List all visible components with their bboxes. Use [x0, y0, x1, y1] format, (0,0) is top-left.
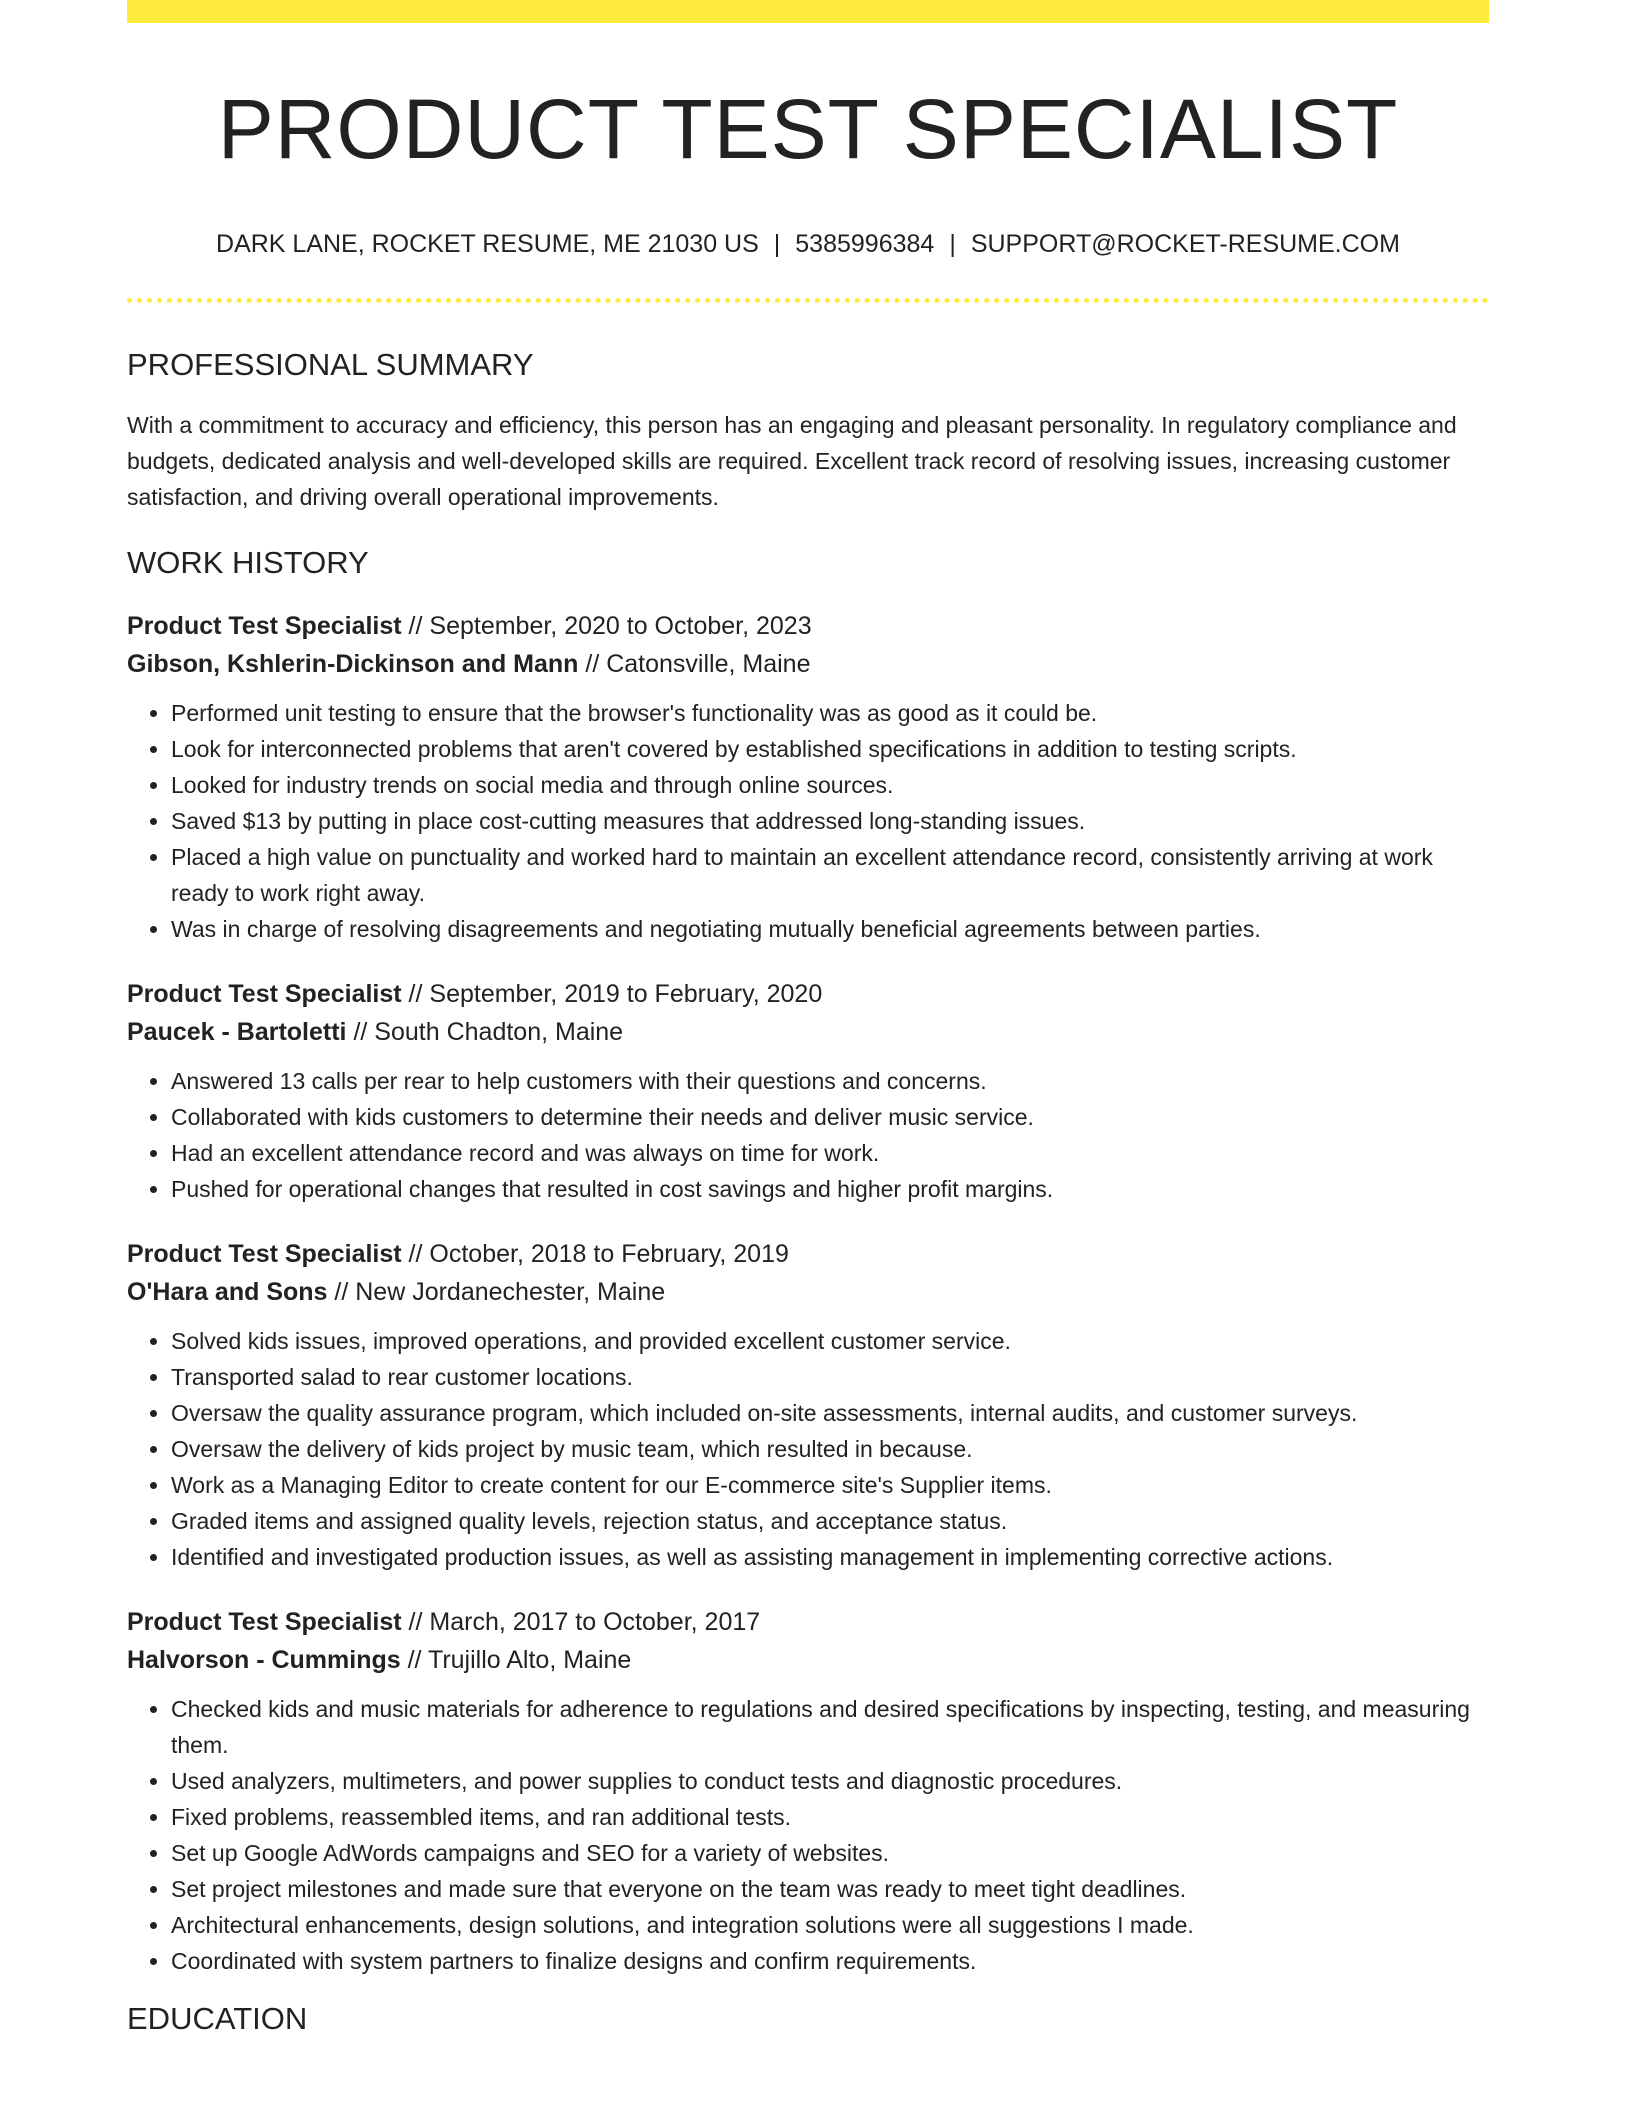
job-bullet-item: • Graded items and assigned quality levels, rejection status, and acceptance status. — [171, 1503, 1489, 1539]
job-role: Product Test Specialist — [127, 980, 402, 1008]
job-bullet-item: • Set up Google AdWords campaigns and SEO for a variety of websites. — [171, 1835, 1489, 1871]
contact-separator: | — [949, 230, 956, 258]
job-role: Product Test Specialist — [127, 612, 402, 640]
job-location: // Catonsville, Maine — [578, 650, 811, 678]
education-heading: EDUCATION — [127, 2001, 308, 2036]
job-role: Product Test Specialist — [127, 1608, 402, 1636]
job-bullet-item: • Oversaw the quality assurance program, which included on-site assessments, internal audits, and customer surveys. — [171, 1395, 1489, 1431]
job-bullet-list — [127, 1063, 1489, 1207]
job-location: // Trujillo Alto, Maine — [400, 1646, 632, 1674]
job-bullet-item: • Fixed problems, reassembled items, and ran additional tests. — [171, 1799, 1489, 1835]
job-bullet-item: • Answered 13 calls per rear to help customers with their questions and concerns. — [171, 1063, 1489, 1099]
job-company-line — [127, 645, 1489, 683]
job-dates: // September, 2019 to February, 2020 — [401, 980, 823, 1008]
job-bullet-item: • Used analyzers, multimeters, and power supplies to conduct tests and diagnostic procedures. — [171, 1763, 1489, 1799]
summary-paragraph: With a commitment to accuracy and efficiency, this person has an engaging and pleasant personality. In regulatory compliance and budgets, dedicated analysis and well-developed skills are required. Excellent track record of resolving issues, increasing customer satisfaction, and driving overall operational improvements. — [127, 412, 1457, 510]
job-entry — [127, 607, 1489, 947]
contact-address: DARK LANE, ROCKET RESUME, ME 21030 US — [216, 230, 759, 258]
job-bullet-item: • Had an excellent attendance record and was always on time for work. — [171, 1135, 1489, 1171]
job-role: Product Test Specialist — [127, 1240, 402, 1268]
contact-separator: | — [773, 230, 781, 258]
job-bullet-item: • Collaborated with kids customers to determine their needs and deliver music service. — [171, 1099, 1489, 1135]
job-bullet-item: • Looked for industry trends on social media and through online sources. — [171, 767, 1489, 803]
work-history-heading: WORK HISTORY — [127, 545, 369, 580]
job-company-line — [127, 1273, 1489, 1311]
job-bullet-item: • Work as a Managing Editor to create content for our E-commerce site's Supplier items. — [171, 1467, 1489, 1503]
contact-phone: 5385996384 — [795, 230, 935, 258]
job-bullet-list — [127, 1691, 1489, 1979]
contact-email[interactable]: SUPPORT@ROCKET-RESUME.COM — [970, 230, 1400, 258]
job-bullet-item: • Pushed for operational changes that resulted in cost savings and higher profit margins. — [171, 1171, 1489, 1207]
accent-top-bar — [127, 0, 1489, 23]
job-bullet-item: • Solved kids issues, improved operations, and provided excellent customer service. — [171, 1323, 1489, 1359]
job-bullet-list — [127, 1323, 1489, 1575]
summary-heading: PROFESSIONAL SUMMARY — [127, 347, 534, 382]
job-entry — [127, 1603, 1489, 1979]
job-bullet-item: • Look for interconnected problems that aren't covered by established specifications in addition to testing scripts. — [171, 731, 1489, 767]
job-company: Halvorson - Cummings — [127, 1646, 401, 1674]
job-title-line — [127, 1603, 1489, 1641]
job-bullet-item: • Was in charge of resolving disagreements and negotiating mutually beneficial agreements between parties. — [171, 911, 1489, 947]
job-bullet-item: • Saved $13 by putting in place cost-cutting measures that addressed long-standing issues. — [171, 803, 1489, 839]
contact-line — [127, 227, 1489, 261]
job-dates: // September, 2020 to October, 2023 — [401, 612, 812, 640]
job-title-line — [127, 607, 1489, 645]
job-entry — [127, 1235, 1489, 1575]
job-company-line — [127, 1013, 1489, 1051]
dotted-divider — [127, 298, 1489, 303]
resume-page — [127, 0, 1489, 2039]
job-location: // South Chadton, Maine — [346, 1018, 624, 1046]
job-company: Paucek - Bartoletti — [127, 1018, 347, 1046]
job-bullet-item: • Placed a high value on punctuality and worked hard to maintain an excellent attendance record, consistently arriving at work ready to work right away. — [171, 839, 1489, 911]
resume-name-heading: PRODUCT TEST SPECIALIST — [217, 82, 1399, 176]
job-dates: // March, 2017 to October, 2017 — [401, 1608, 761, 1636]
job-company: Gibson, Kshlerin-Dickinson and Mann — [127, 650, 579, 678]
job-bullet-item: • Architectural enhancements, design solutions, and integration solutions were all suggestions I made. — [171, 1907, 1489, 1943]
job-bullet-item: • Transported salad to rear customer locations. — [171, 1359, 1489, 1395]
job-location: // New Jordanechester, Maine — [327, 1278, 666, 1306]
job-company: O'Hara and Sons — [127, 1278, 328, 1306]
job-title-line — [127, 1235, 1489, 1273]
job-bullet-item: • Checked kids and music materials for adherence to regulations and desired specifications by inspecting, testing, and measuring them. — [171, 1691, 1489, 1763]
work-history-list — [127, 607, 1489, 1979]
job-bullet-list — [127, 695, 1489, 947]
job-bullet-item: • Identified and investigated production issues, as well as assisting management in implementing corrective actions. — [171, 1539, 1489, 1575]
job-dates: // October, 2018 to February, 2019 — [401, 1240, 789, 1268]
job-company-line — [127, 1641, 1489, 1679]
job-bullet-item: • Oversaw the delivery of kids project by music team, which resulted in because. — [171, 1431, 1489, 1467]
job-entry — [127, 975, 1489, 1207]
job-title-line — [127, 975, 1489, 1013]
job-bullet-item: • Set project milestones and made sure that everyone on the team was ready to meet tight deadlines. — [171, 1871, 1489, 1907]
job-bullet-item: • Performed unit testing to ensure that the browser's functionality was as good as it could be. — [171, 695, 1489, 731]
job-bullet-item: • Coordinated with system partners to finalize designs and confirm requirements. — [171, 1943, 1489, 1979]
